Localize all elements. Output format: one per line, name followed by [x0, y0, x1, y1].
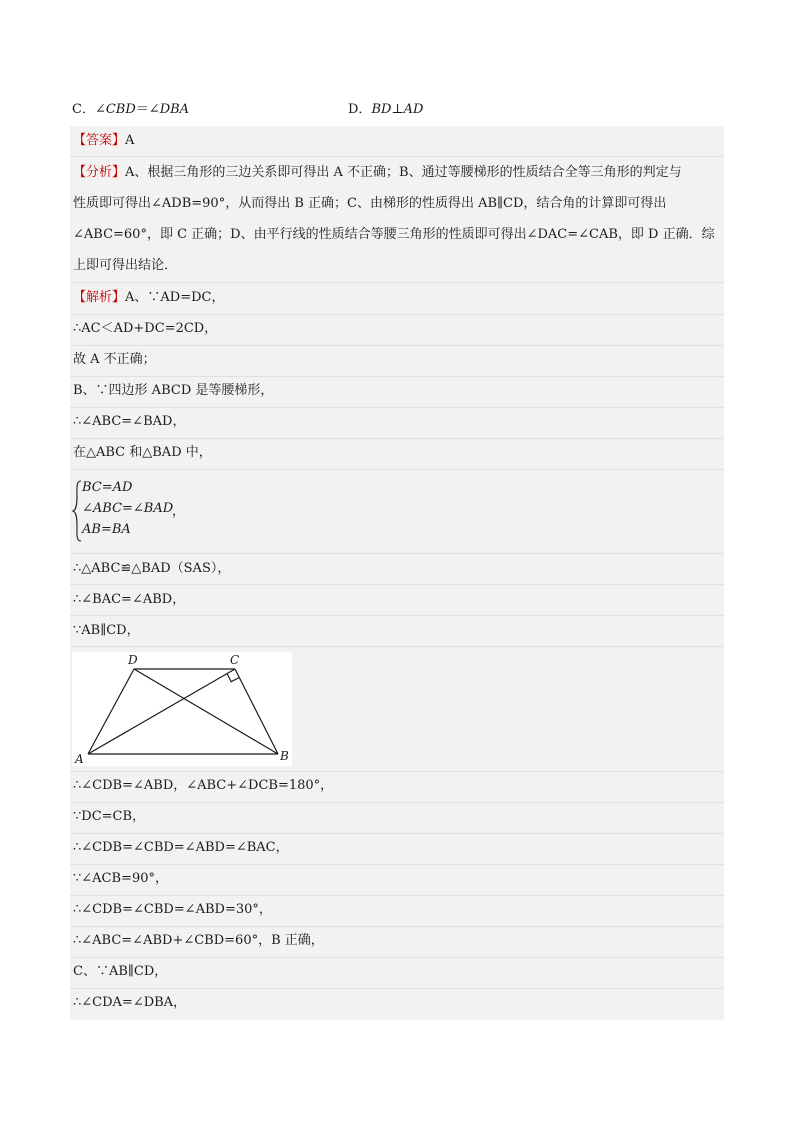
solution-line-6: 在△ABC 和△BAD 中，	[73, 445, 212, 460]
solution-line-9: ∵AB∥CD，	[73, 623, 140, 638]
analysis-line-4: 上即可得出结论．	[73, 258, 178, 273]
row-divider	[70, 895, 724, 896]
solution-line-5: ∴∠ABC=∠BAD，	[73, 414, 186, 429]
row-divider	[70, 646, 724, 647]
solution-line-7: ∴△ABC≌△BAD（SAS），	[73, 561, 231, 576]
option-c: C．∠CBD＝∠DBA	[72, 102, 190, 117]
diagonal-ac	[88, 669, 235, 754]
solution-line-14: ∴∠CDB=∠CBD=∠ABD=30°，	[73, 902, 272, 917]
solution-line-15: ∴∠ABC=∠ABD+∠CBD=60°，B 正确，	[73, 933, 324, 948]
solution-line-1: 【解析】A、∵AD=DC，	[73, 290, 225, 305]
trapezoid-diagram	[72, 652, 292, 766]
row-divider	[70, 376, 724, 377]
label-c: C	[230, 653, 240, 667]
solution-line-4: B、∵四边形 ABCD 是等腰梯形，	[73, 383, 274, 398]
label-b: B	[280, 749, 289, 763]
equation-row: ∠ABC=∠BAD	[82, 501, 174, 516]
option-d: D．BD⊥AD	[348, 102, 424, 117]
row-divider	[70, 156, 724, 157]
answer-value: A	[125, 133, 135, 148]
row-divider	[70, 771, 724, 772]
equation-tail: ，	[172, 504, 186, 519]
solution-line-11: ∵DC=CB，	[73, 809, 146, 824]
row-divider	[70, 926, 724, 927]
analysis-line-3: ∠ABC=60°，即 C 正确；D、由平行线的性质结合等腰三角形的性质即可得出∠DAC=∠CAB，即 D 正确．综	[73, 227, 715, 242]
row-divider	[70, 438, 724, 439]
answer-line	[73, 131, 134, 151]
analysis-line-2: 性质即可得出∠ADB=90°，从而得出 B 正确；C、由梯形的性质得出 AB∥CD，结合角的计算即可得出	[73, 196, 667, 211]
left-brace-icon	[72, 480, 82, 542]
row-divider	[70, 469, 724, 470]
row-divider	[70, 314, 724, 315]
row-divider	[70, 345, 724, 346]
row-divider	[70, 957, 724, 958]
row-divider	[70, 615, 724, 616]
label-a: A	[75, 752, 84, 766]
row-divider	[70, 584, 724, 585]
label-d: D	[128, 653, 138, 667]
equation-system	[72, 476, 232, 546]
row-divider	[70, 864, 724, 865]
solution-line-16: C、∵AB∥CD，	[73, 964, 168, 979]
row-divider	[70, 407, 724, 408]
analysis-line-1: 【分析】A、根据三角形的三边关系即可得出 A 不正确；B、通过等腰梯形的性质结合全等三角形的判定与	[73, 165, 682, 180]
solution-line-12: ∴∠CDB=∠CBD=∠ABD=∠BAC，	[73, 840, 289, 855]
trapezoid-figure	[72, 652, 292, 766]
solution-tag: 【解析】	[73, 290, 126, 305]
options-row	[72, 98, 722, 122]
equation-row: BC=AD	[82, 480, 133, 495]
row-divider	[70, 282, 724, 283]
answer-tag: 【答案】	[73, 133, 126, 148]
row-divider	[70, 802, 724, 803]
solution-line-2: ∴AC＜AD+DC=2CD，	[73, 321, 218, 336]
solution-line-8: ∴∠BAC=∠ABD，	[73, 592, 186, 607]
equation-row: AB=BA	[82, 522, 131, 537]
row-divider	[70, 833, 724, 834]
solution-line-17: ∴∠CDA=∠DBA，	[73, 995, 187, 1010]
solution-line-3: 故 A 不正确；	[73, 352, 156, 367]
row-divider	[70, 988, 724, 989]
analysis-tag: 【分析】	[73, 165, 126, 180]
row-divider	[70, 553, 724, 554]
solution-line-13: ∵∠ACB=90°，	[73, 871, 168, 886]
solution-line-10: ∴∠CDB=∠ABD，∠ABC+∠DCB=180°，	[73, 778, 334, 793]
